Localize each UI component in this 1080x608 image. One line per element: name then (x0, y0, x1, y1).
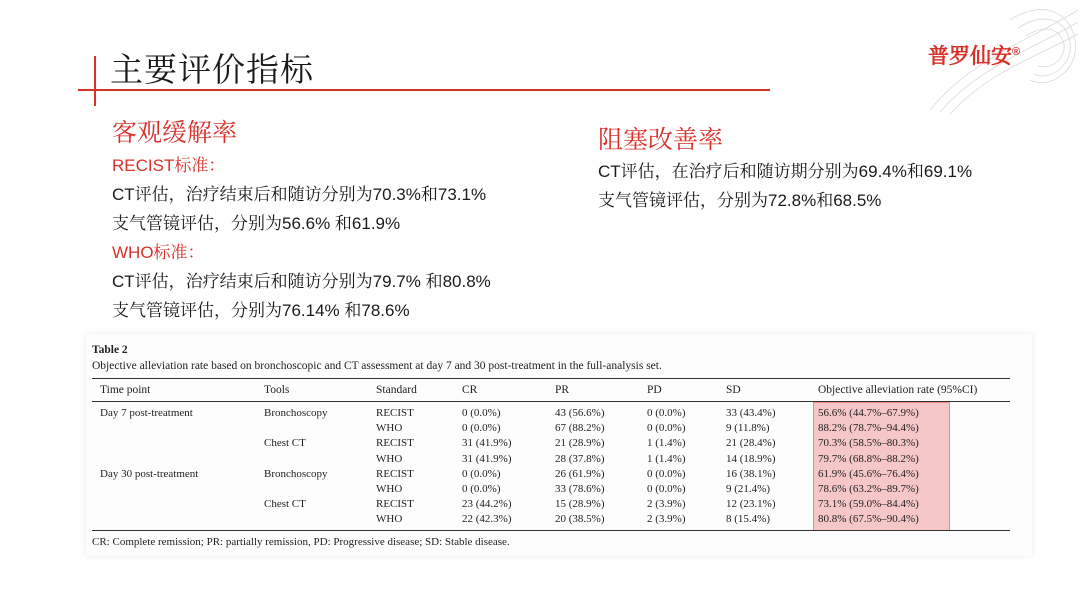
table-cell-rate: 61.9% (45.6%–76.4%) (818, 467, 919, 480)
table-cell-cr: 23 (44.2%) (462, 498, 512, 511)
table-cell-tool: Chest CT (264, 437, 306, 450)
table-cell-pd: 0 (0.0%) (647, 467, 686, 480)
table-cell-sd: 8 (15.4%) (726, 513, 770, 526)
table-footnote: CR: Complete remission; PR: partially remission, PD: Progressive disease; SD: Stable disease. (92, 536, 510, 548)
table-cell-standard: WHO (376, 483, 403, 495)
table-cell-tool: Chest CT (264, 498, 306, 511)
brand-registered-mark: ® (1012, 46, 1021, 58)
brand-logo (928, 40, 1020, 70)
table-cell-sd: 9 (11.8%) (726, 422, 770, 435)
table-cell-standard: RECIST (376, 437, 414, 450)
obstruction-line: CT评估，在治疗后和随访期分别为69.4%和69.1% (598, 162, 973, 181)
table-cell-cr: 0 (0.0%) (462, 407, 501, 419)
table-cell-standard: RECIST (376, 407, 414, 419)
table-cell-pr: 26 (61.9%) (555, 467, 605, 480)
right-section-title: 阻塞改善率 (598, 126, 724, 154)
header-rate: Objective alleviation rate (95%CI) (818, 384, 978, 396)
table-cell-pr: 21 (28.9%) (555, 437, 605, 450)
header-tools: Tools (264, 384, 290, 396)
table-cell-cr: 31 (41.9%) (462, 437, 512, 450)
who-line: CT评估，治疗结束后和随访分别为79.7% 和80.8% (112, 272, 491, 291)
recist-line: CT评估，治疗结束后和随访分别为70.3%和73.1% (112, 185, 487, 204)
recist-line: 支气管镜评估，分别为56.6% 和61.9% (112, 214, 401, 233)
table-cell-cr: 22 (42.3%) (462, 513, 512, 526)
header-standard: Standard (376, 384, 417, 396)
table-rule-top (92, 378, 1010, 379)
table-cell-tool: Bronchoscopy (264, 407, 328, 419)
table-cell-rate: 78.6% (63.2%–89.7%) (818, 483, 919, 495)
table-cell-cr: 0 (0.0%) (462, 483, 501, 495)
table-cell-rate: 70.3% (58.5%–80.3%) (818, 437, 919, 450)
table-cell-pr: 28 (37.8%) (555, 452, 605, 465)
table-cell-sd: 12 (23.1%) (726, 498, 776, 511)
table-cell-time: Day 30 post-treatment (100, 467, 199, 480)
table-cell-rate: 79.7% (68.8%–88.2%) (818, 452, 919, 465)
table-cell-tool: Bronchoscopy (264, 467, 328, 480)
table-cell-standard: WHO (376, 422, 403, 435)
table-cell-pd: 0 (0.0%) (647, 422, 686, 435)
table-cell-sd: 21 (28.4%) (726, 437, 776, 450)
table-rule-bottom (92, 530, 1010, 531)
table-cell-standard: RECIST (376, 498, 414, 511)
table-cell-standard: WHO (376, 513, 403, 526)
table-cell-pr: 15 (28.9%) (555, 498, 605, 511)
table-cell-sd: 16 (38.1%) (726, 467, 776, 480)
table-cell-cr: 0 (0.0%) (462, 467, 501, 480)
table-cell-pr: 20 (38.5%) (555, 513, 605, 526)
header-sd: SD (726, 384, 741, 396)
table-cell-pr: 33 (78.6%) (555, 483, 605, 495)
table-cell-rate: 88.2% (78.7%–94.4%) (818, 422, 919, 435)
table-cell-pr: 43 (56.6%) (555, 407, 605, 419)
table-cell-standard: WHO (376, 452, 403, 465)
table-cell-pd: 0 (0.0%) (647, 407, 686, 419)
table-cell-pd: 1 (1.4%) (647, 452, 686, 465)
title-accent-bar (94, 56, 96, 106)
table-caption: Objective alleviation rate based on bronchoscopic and CT assessment at day 7 and 30 post-treatment in the full-analysis set. (92, 360, 662, 372)
table-cell-sd: 14 (18.9%) (726, 452, 776, 465)
table-cell-time: Day 7 post-treatment (100, 407, 193, 419)
table-cell-pd: 0 (0.0%) (647, 483, 686, 495)
who-line: 支气管镜评估，分别为76.14% 和78.6% (112, 301, 410, 320)
header-cr: CR (462, 384, 478, 396)
table-cell-pd: 1 (1.4%) (647, 437, 686, 450)
left-section-title: 客观缓解率 (112, 119, 238, 147)
table-cell-rate: 73.1% (59.0%–84.4%) (818, 498, 919, 511)
table-cell-cr: 0 (0.0%) (462, 422, 501, 435)
table-cell-pr: 67 (88.2%) (555, 422, 605, 435)
recist-label: RECIST标准： (112, 156, 226, 175)
table-cell-rate: 56.6% (44.7%–67.9%) (818, 407, 919, 419)
table-cell-cr: 31 (41.9%) (462, 452, 512, 465)
page-title: 主要评价指标 (110, 51, 314, 88)
obstruction-line: 支气管镜评估，分别为72.8%和68.5% (598, 191, 882, 210)
header-time-point: Time point (100, 384, 151, 396)
brand-name: 普罗仙安 (928, 45, 1012, 68)
header-pr: PR (555, 384, 570, 396)
table-cell-rate: 80.8% (67.5%–90.4%) (818, 513, 919, 526)
table-cell-pd: 2 (3.9%) (647, 513, 686, 526)
results-table (86, 334, 1032, 556)
table-label: Table 2 (92, 344, 128, 356)
table-cell-pd: 2 (3.9%) (647, 498, 686, 511)
table-cell-standard: RECIST (376, 467, 414, 480)
table-cell-sd: 33 (43.4%) (726, 407, 776, 419)
header-pd: PD (647, 384, 662, 396)
table-cell-sd: 9 (21.4%) (726, 483, 770, 495)
who-label: WHO标准： (112, 243, 205, 262)
